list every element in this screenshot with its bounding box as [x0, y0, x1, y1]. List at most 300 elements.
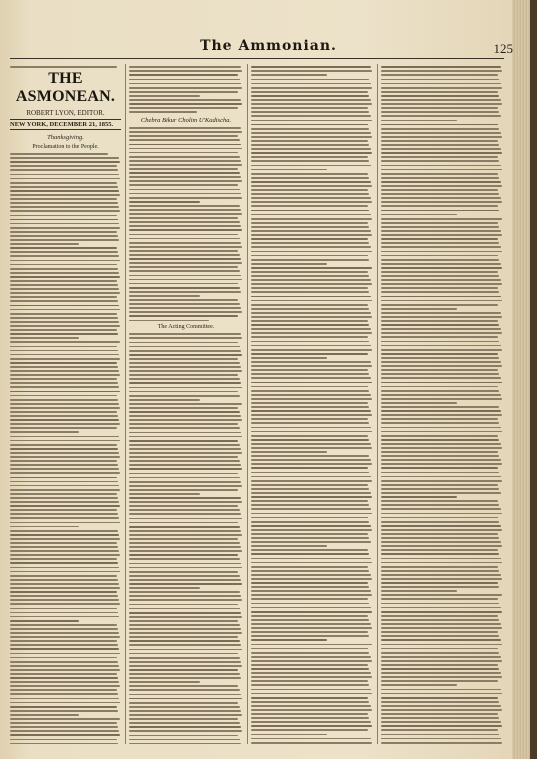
text-line — [129, 66, 241, 68]
text-line — [251, 533, 368, 535]
text-line — [10, 337, 79, 339]
text-line — [251, 296, 371, 298]
text-line — [129, 608, 240, 610]
text-line — [251, 463, 372, 465]
text-line — [129, 604, 238, 606]
text-line — [251, 210, 369, 212]
text-line — [10, 452, 119, 454]
text-line — [381, 422, 499, 424]
text-line — [251, 373, 369, 375]
text-line — [381, 128, 499, 130]
text-line — [10, 681, 119, 683]
text-line — [10, 677, 118, 679]
text-line — [251, 697, 368, 699]
text-line — [129, 649, 242, 651]
text-line — [251, 517, 368, 519]
text-line — [129, 315, 238, 317]
text-line — [129, 229, 242, 231]
text-line — [381, 267, 502, 269]
column-4 — [381, 64, 503, 744]
text-line — [251, 357, 327, 359]
text-line — [10, 215, 117, 217]
text-line — [129, 706, 240, 708]
text-line — [10, 231, 117, 233]
text-line — [10, 161, 120, 163]
text-line — [10, 235, 118, 237]
text-line — [251, 267, 372, 269]
text-line — [251, 124, 368, 126]
text-line — [251, 742, 372, 744]
text-line — [381, 103, 502, 105]
text-line — [129, 505, 238, 507]
text-line — [129, 534, 242, 536]
text-line — [129, 722, 240, 724]
text-line — [129, 710, 241, 712]
text-line — [10, 661, 118, 663]
text-line — [251, 316, 372, 318]
text-line — [251, 701, 369, 703]
text-line — [251, 549, 368, 551]
text-line — [251, 222, 368, 224]
text-line — [381, 562, 502, 564]
text-line — [251, 205, 368, 207]
text-line — [10, 276, 120, 278]
text-line — [129, 702, 238, 704]
text-line — [10, 579, 118, 581]
text-line — [381, 644, 502, 646]
text-line — [251, 177, 369, 179]
text-line — [129, 311, 242, 313]
text-line — [129, 201, 200, 203]
text-line — [129, 632, 242, 634]
text-line — [129, 266, 238, 268]
text-line — [129, 234, 238, 236]
text-line — [251, 87, 372, 89]
text-line — [129, 464, 241, 466]
text-line — [381, 652, 499, 654]
text-line — [10, 497, 118, 499]
text-line — [10, 399, 118, 401]
text-line — [381, 115, 501, 117]
text-line — [381, 251, 502, 253]
text-line — [129, 595, 241, 597]
text-line — [10, 333, 118, 335]
text-line — [381, 177, 499, 179]
text-line — [10, 665, 119, 667]
text-line — [10, 501, 119, 503]
text-line — [251, 291, 369, 293]
text-line — [10, 427, 117, 429]
text-line — [10, 419, 119, 421]
text-line — [129, 189, 240, 191]
text-line — [129, 131, 242, 133]
text-line — [129, 743, 241, 744]
text-line — [129, 681, 200, 683]
text-line — [10, 300, 118, 302]
text-line — [10, 440, 120, 442]
text-line — [381, 279, 501, 281]
text-line — [381, 664, 498, 666]
text-line — [10, 550, 119, 552]
text-line — [251, 459, 371, 461]
text-line — [129, 640, 240, 642]
text-line — [381, 312, 501, 314]
text-line — [129, 307, 241, 309]
text-line — [10, 227, 120, 229]
text-line — [381, 738, 501, 740]
text-line — [10, 730, 119, 732]
text-line — [251, 639, 327, 641]
text-line — [10, 268, 118, 270]
text-line — [10, 472, 120, 474]
text-line — [129, 673, 240, 675]
text-line — [10, 632, 119, 634]
text-line — [251, 128, 369, 130]
column-3 — [251, 64, 373, 744]
text-line — [10, 534, 119, 536]
text-line — [381, 549, 498, 551]
text-line — [10, 575, 117, 577]
text-line — [129, 522, 238, 524]
text-line — [129, 558, 240, 560]
text-line — [10, 693, 118, 695]
text-line — [129, 497, 241, 499]
text-line — [381, 275, 499, 277]
text-line — [381, 144, 499, 146]
body-text-block — [251, 66, 373, 744]
text-line — [381, 382, 502, 384]
text-line — [251, 173, 368, 175]
text-line — [381, 742, 502, 744]
page-masthead: The Ammonian. — [200, 38, 337, 54]
text-line — [251, 238, 368, 240]
text-line — [381, 676, 502, 678]
text-line — [381, 99, 501, 101]
text-line — [251, 197, 371, 199]
text-line — [251, 558, 371, 560]
text-line — [10, 305, 119, 307]
text-line — [129, 270, 240, 272]
text-line — [10, 407, 120, 409]
text-line — [251, 738, 371, 740]
text-line — [10, 571, 120, 573]
text-line — [381, 377, 501, 379]
text-line — [381, 615, 498, 617]
text-line — [129, 620, 238, 622]
text-line — [381, 226, 499, 228]
book-binding-shadow — [530, 0, 537, 759]
text-line — [10, 628, 118, 630]
text-line — [10, 648, 119, 650]
text-line — [381, 484, 498, 486]
text-line — [251, 598, 368, 600]
text-line — [10, 436, 119, 438]
text-line — [10, 513, 118, 515]
text-line — [129, 657, 240, 659]
text-line — [10, 378, 117, 380]
text-line — [381, 189, 498, 191]
text-line — [129, 209, 241, 211]
text-line — [381, 218, 502, 220]
text-line — [10, 264, 117, 266]
text-line — [129, 279, 242, 281]
text-line — [251, 574, 371, 576]
page-number: 125 — [493, 41, 513, 56]
text-line — [251, 341, 369, 343]
text-line — [381, 369, 498, 371]
text-line — [381, 394, 501, 396]
text-line — [381, 717, 499, 719]
text-line — [10, 202, 118, 204]
text-line — [129, 168, 238, 170]
text-line — [381, 459, 501, 461]
text-line — [129, 513, 241, 515]
text-line — [381, 320, 498, 322]
text-line — [381, 197, 501, 199]
text-line — [10, 522, 120, 524]
text-line — [10, 464, 118, 466]
text-line — [381, 70, 502, 72]
text-line — [10, 481, 118, 483]
text-line — [381, 181, 501, 183]
section-heading: Chebra Bikur Cholim U'Kadischa. — [140, 117, 232, 125]
text-line — [129, 346, 240, 348]
body-text-block — [381, 66, 503, 744]
text-line — [129, 391, 238, 393]
text-line — [10, 583, 119, 585]
text-line — [129, 225, 241, 227]
text-line — [10, 366, 118, 368]
text-line — [251, 414, 372, 416]
text-line — [251, 541, 371, 543]
text-line — [129, 337, 242, 339]
text-line — [129, 107, 238, 109]
text-line — [251, 705, 371, 707]
text-line — [251, 107, 368, 109]
text-line — [251, 79, 369, 81]
text-line — [10, 595, 118, 597]
text-line — [251, 271, 368, 273]
text-line — [381, 210, 499, 212]
text-line — [381, 635, 499, 637]
text-line — [381, 668, 499, 670]
text-line — [251, 537, 369, 539]
text-line — [381, 517, 498, 519]
text-line — [251, 668, 369, 670]
text-line — [251, 447, 372, 449]
column-1 — [10, 64, 121, 744]
text-line — [10, 702, 120, 704]
text-line — [129, 370, 242, 372]
text-line — [10, 198, 117, 200]
text-line — [251, 148, 371, 150]
text-line — [381, 160, 499, 162]
text-line — [10, 66, 117, 68]
text-line — [129, 70, 242, 72]
text-line — [381, 246, 501, 248]
text-line — [381, 336, 498, 338]
text-line — [381, 140, 498, 142]
text-line — [10, 644, 118, 646]
column-2 — [129, 64, 243, 744]
text-line — [251, 525, 371, 527]
text-line — [10, 223, 119, 225]
text-line — [10, 530, 118, 532]
text-line — [251, 156, 368, 158]
text-line — [10, 698, 119, 700]
text-line — [129, 164, 242, 166]
text-line — [381, 263, 501, 265]
text-line — [381, 590, 457, 592]
text-line — [251, 594, 372, 596]
text-line — [10, 415, 118, 417]
text-line — [251, 623, 371, 625]
text-line — [10, 219, 118, 221]
text-line — [129, 366, 241, 368]
text-line — [381, 639, 501, 641]
text-line — [381, 607, 501, 609]
text-line — [129, 546, 241, 548]
text-line — [381, 287, 498, 289]
text-line — [381, 120, 457, 122]
text-line — [10, 243, 79, 245]
text-line — [381, 553, 499, 555]
text-line — [251, 545, 327, 547]
text-line — [251, 390, 369, 392]
text-line — [10, 346, 117, 348]
text-line — [381, 107, 498, 109]
text-line — [129, 197, 242, 199]
text-line — [10, 710, 118, 712]
text-line — [381, 316, 502, 318]
text-line — [129, 79, 240, 81]
text-line — [10, 460, 117, 462]
text-line — [381, 414, 502, 416]
text-line — [10, 608, 117, 610]
text-line — [251, 246, 371, 248]
section-subheading: Proclamation to the People. — [32, 144, 99, 151]
text-line — [381, 390, 499, 392]
text-line — [129, 542, 240, 544]
text-line — [129, 481, 241, 483]
text-line — [10, 313, 117, 315]
text-line — [10, 722, 117, 724]
dateline: NEW YORK, DECEMBER 21, 1855. — [10, 119, 121, 130]
text-line — [381, 132, 501, 134]
text-line — [10, 477, 117, 479]
text-line — [251, 607, 371, 609]
text-line — [381, 234, 502, 236]
text-line — [129, 148, 242, 150]
text-line — [10, 284, 118, 286]
text-line — [251, 377, 371, 379]
text-line — [381, 504, 499, 506]
text-line — [129, 127, 241, 129]
text-line — [381, 619, 499, 621]
text-line — [129, 156, 240, 158]
text-line — [381, 476, 501, 478]
text-line — [10, 689, 117, 691]
text-line — [381, 488, 499, 490]
text-line — [10, 743, 118, 744]
text-line — [251, 214, 371, 216]
text-line — [129, 665, 242, 667]
text-line — [10, 636, 120, 638]
text-line — [129, 452, 242, 454]
text-line — [10, 456, 120, 458]
text-line — [10, 517, 119, 519]
text-line — [129, 111, 197, 113]
text-line — [251, 115, 371, 117]
text-line — [10, 358, 120, 360]
text-line — [10, 448, 118, 450]
text-line — [381, 447, 502, 449]
text-line — [10, 431, 79, 433]
text-line — [129, 91, 238, 93]
text-line — [251, 308, 369, 310]
text-line — [10, 509, 117, 511]
text-line — [251, 140, 368, 142]
text-line — [129, 730, 242, 732]
text-line — [129, 238, 240, 240]
text-line — [10, 329, 117, 331]
text-line — [251, 435, 368, 437]
text-line — [251, 648, 368, 650]
text-line — [129, 538, 238, 540]
text-line — [381, 660, 502, 662]
text-line — [129, 444, 240, 446]
text-line — [129, 320, 209, 322]
text-line — [129, 599, 242, 601]
text-line — [10, 673, 117, 675]
text-line — [251, 320, 368, 322]
text-line — [129, 350, 241, 352]
text-line — [251, 627, 372, 629]
text-line — [251, 230, 371, 232]
text-line — [129, 403, 242, 405]
text-line — [10, 620, 79, 622]
text-line — [251, 95, 369, 97]
text-line — [381, 500, 498, 502]
text-line — [129, 661, 241, 663]
text-line — [129, 571, 238, 573]
text-line — [129, 689, 240, 691]
text-line — [10, 624, 117, 626]
text-line — [10, 526, 79, 528]
text-line — [251, 488, 369, 490]
text-line — [251, 361, 371, 363]
text-line — [381, 349, 502, 351]
text-line — [251, 287, 368, 289]
text-line — [251, 508, 371, 510]
text-line — [129, 518, 242, 520]
text-line — [251, 680, 368, 682]
text-line — [10, 685, 120, 687]
text-line — [10, 599, 119, 601]
text-line — [381, 705, 501, 707]
text-line — [381, 529, 502, 531]
text-line — [251, 259, 369, 261]
column-rule — [377, 64, 378, 744]
text-line — [129, 139, 240, 141]
text-line — [381, 332, 502, 334]
text-line — [129, 387, 242, 389]
text-line — [381, 124, 498, 126]
text-line — [381, 603, 499, 605]
text-line — [381, 345, 501, 347]
text-line — [251, 74, 327, 76]
text-line — [10, 489, 120, 491]
